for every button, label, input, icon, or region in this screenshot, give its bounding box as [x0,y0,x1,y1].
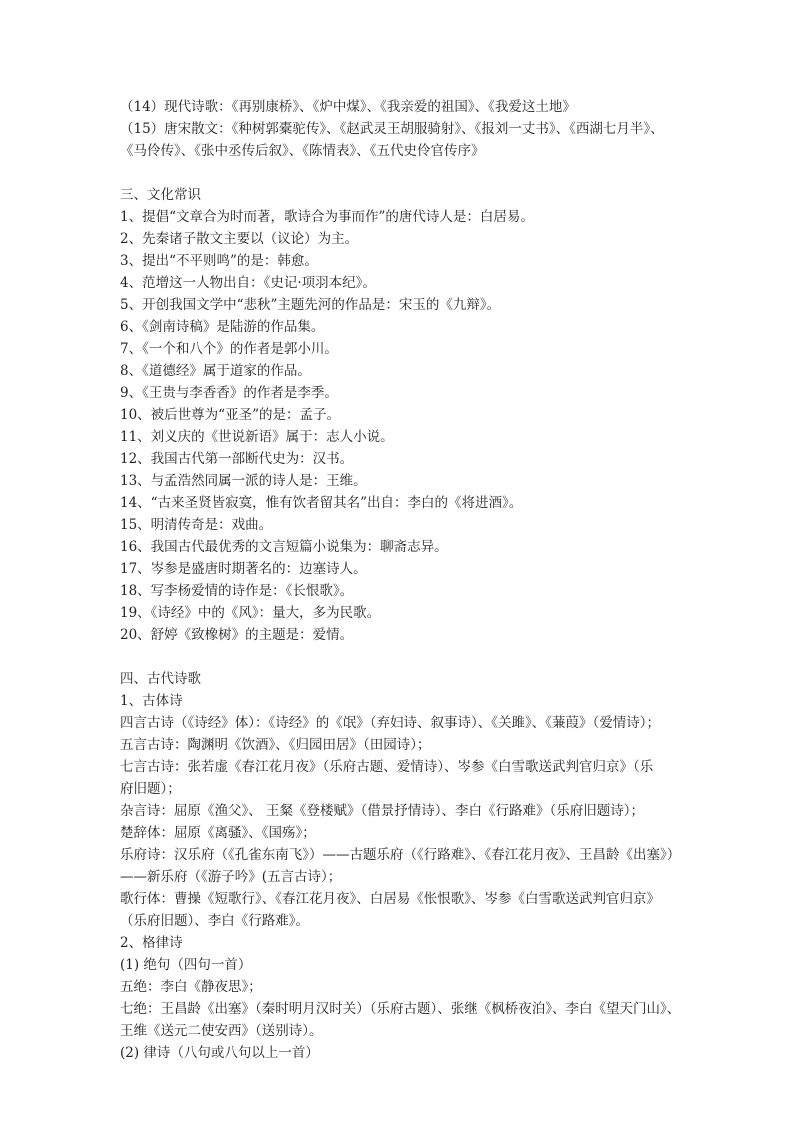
list-item: 15、明清传奇是：戏曲。 [120,517,273,533]
list-item: 18、写李杨爱情的诗作是：《长恨歌》。 [120,583,354,599]
text-line: （15）唐宋散文：《种树郭橐驼传》、《赵武灵王胡服骑射》、《报刘一丈书》、《西湖七月半》、 [120,121,664,137]
section-heading: 四、古代诗歌 [120,671,201,687]
list-item: 6、《剑南诗稿》是陆游的作品集。 [120,319,325,335]
list-item: 5、开创我国文学中“悲秋”主题先河的作品是：宋玉的《九辩》。 [120,297,501,313]
section-heading: 三、文化常识 [120,187,201,203]
text-line: 四言古诗（《诗经》体）：《诗经》的《氓》（弃妇诗、叙事诗）、《关雎》、《蒹葭》（爱情诗）； [120,715,660,731]
list-item: 17、岑参是盛唐时期著名的：边塞诗人。 [120,561,367,577]
list-item: 19、《诗经》中的《风》：量大，多为民歌。 [120,605,381,621]
text-line: ——新乐府（《游子吟》(五言古诗）； [120,869,342,885]
list-item: 7、《一个和八个》的作者是郭小川。 [120,341,338,357]
text-line: 五言古诗：陶渊明《饮酒》、《归园田居》（田园诗）； [120,737,431,753]
text-line: 府旧题）； [120,781,181,797]
list-item: 12、我国古代第一部断代史为：汉书。 [120,451,354,467]
text-line: (1) 绝句（四句一首） [120,957,252,973]
text-line: 杂言诗：屈原《渔父》、 王粲《登楼赋》（借景抒情诗）、李白《行路难》（乐府旧题诗）； [120,803,645,819]
list-item: 16、我国古代最优秀的文言短篇小说集为：聊斋志异。 [120,539,448,555]
text-line: 五绝：李白《静夜思》； [120,979,262,995]
list-item: 20、舒婷《致橡树》的主题是：爱情。 [120,627,354,643]
document-page [120,96,695,1064]
list-item: 3、提出“不平则鸣”的是：韩愈。 [120,253,318,269]
list-item: 10、被后世尊为“亚圣”的是：孟子。 [120,407,340,423]
text-line: 楚辞体：屈原《离骚》、《国殇》； [120,825,316,841]
list-item: 1、提倡“文章合为时而著，歌诗合为事而作”的唐代诗人是：白居易。 [120,209,534,225]
list-item: 11、刘义庆的《世说新语》属于：志人小说。 [120,429,394,445]
paragraph-gap [120,646,695,668]
list-item: 14、“古来圣贤皆寂寞，惟有饮者留其名”出自：李白的《将进酒》。 [120,495,523,511]
text-line: （14）现代诗歌：《再别康桥》、《炉中煤》、《我亲爱的祖国》、《我爱这土地》 [120,99,576,115]
text-line: 七言古诗：张若虚《春江花月夜》（乐府古题、爱情诗）、岑参《白雪歌送武判官归京》（乐 [120,759,654,775]
text-line: （乐府旧题）、李白《行路难》。 [120,913,309,929]
list-item: 8、《道德经》属于道家的作品。 [120,363,311,379]
text-line: 七绝：王昌龄《出塞》（秦时明月汉时关）（乐府古题）、张继《枫桥夜泊》、李白《望天门山》、 [120,1001,681,1017]
text-line: 《马伶传》、《张中丞传后叙》、《陈情表》、《五代史伶官传序》 [120,143,485,159]
text-line: 王维《送元二使安西》（送别诗）。 [120,1023,323,1039]
text-line: 歌行体：曹操《短歌行》、《春江花月夜》、白居易《怅恨歌》、岑参《白雪歌送武判官归京》 [120,891,660,907]
list-item: 13、与孟浩然同属一派的诗人是：王维。 [120,473,367,489]
list-item: 9、《王贵与李香香》的作者是李季。 [120,385,338,401]
list-item: 4、范增这一人物出自：《史记·项羽本纪》。 [120,275,376,291]
paragraph-gap [120,162,695,184]
text-line: 2、格律诗 [120,935,183,951]
list-item: 2、先秦诸子散文主要以（议论）为主。 [120,231,359,247]
text-line: (2) 律诗（八句或八句以上一首） [120,1045,319,1061]
text-line: 1、古体诗 [120,693,183,709]
text-line: 乐府诗：汉乐府（《孔雀东南飞》）——古题乐府（《行路难》、《春江花月夜》、王昌龄《出塞》） [120,847,681,863]
